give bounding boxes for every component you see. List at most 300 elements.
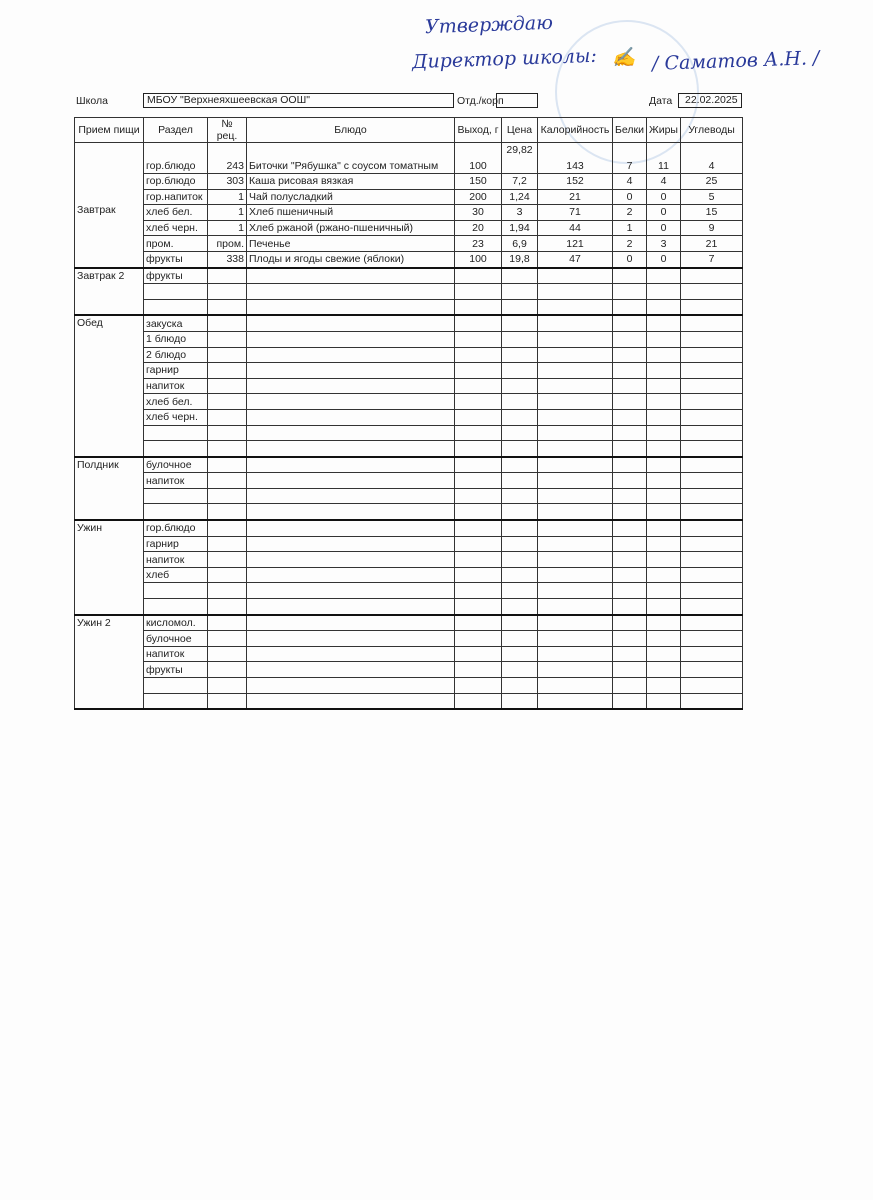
cell-dish <box>247 678 455 694</box>
cell-cal <box>538 268 613 284</box>
cell-c: 5 <box>681 189 743 205</box>
cell-out <box>455 441 502 457</box>
cell-cal <box>538 662 613 678</box>
cell-price <box>502 284 538 300</box>
cell-rec: 243 <box>208 143 247 174</box>
table-row <box>75 236 743 252</box>
cell-price: 7,2 <box>502 174 538 190</box>
cell-rec <box>208 394 247 410</box>
cell-rec <box>208 631 247 647</box>
cell-c <box>681 615 743 631</box>
cell-rec <box>208 567 247 583</box>
cell-section <box>144 504 208 520</box>
cell-p <box>613 599 647 615</box>
column-header: Калорийность <box>538 118 613 143</box>
cell-section: булочное <box>144 631 208 647</box>
cell-f: 0 <box>647 205 681 221</box>
meal-name: Полдник <box>75 457 144 520</box>
cell-cal <box>538 552 613 568</box>
table-row <box>75 520 743 536</box>
cell-c: 9 <box>681 220 743 236</box>
cell-f <box>647 331 681 347</box>
cell-price <box>502 315 538 331</box>
cell-price <box>502 425 538 441</box>
approver-name: / Саматов А.Н. / <box>651 47 820 75</box>
cell-out <box>455 693 502 709</box>
cell-p <box>613 693 647 709</box>
cell-rec <box>208 315 247 331</box>
cell-out <box>455 646 502 662</box>
cell-section: булочное <box>144 457 208 473</box>
cell-out <box>455 315 502 331</box>
table-row <box>75 599 743 615</box>
cell-f <box>647 363 681 379</box>
cell-p <box>613 409 647 425</box>
cell-rec: пром. <box>208 236 247 252</box>
cell-cal <box>538 457 613 473</box>
cell-dish: Печенье <box>247 236 455 252</box>
cell-dish <box>247 662 455 678</box>
cell-cal <box>538 615 613 631</box>
cell-cal <box>538 567 613 583</box>
cell-p <box>613 268 647 284</box>
cell-p <box>613 520 647 536</box>
cell-rec: 1 <box>208 189 247 205</box>
cell-section <box>144 678 208 694</box>
cell-f <box>647 457 681 473</box>
cell-c <box>681 504 743 520</box>
cell-section <box>144 583 208 599</box>
cell-out <box>455 599 502 615</box>
cell-rec <box>208 520 247 536</box>
cell-f <box>647 268 681 284</box>
cell-dish: Хлеб ржаной (ржано-пшеничный) <box>247 220 455 236</box>
cell-out <box>455 552 502 568</box>
table-row <box>75 331 743 347</box>
cell-out <box>455 520 502 536</box>
cell-f <box>647 646 681 662</box>
cell-rec: 1 <box>208 220 247 236</box>
cell-price <box>502 394 538 410</box>
table-row <box>75 631 743 647</box>
cell-p: 2 <box>613 205 647 221</box>
cell-p: 7 <box>613 143 647 174</box>
cell-price: 29,82 <box>502 143 538 174</box>
table-row <box>75 189 743 205</box>
cell-f <box>647 409 681 425</box>
cell-rec <box>208 646 247 662</box>
cell-f <box>647 394 681 410</box>
cell-dish: Чай полусладкий <box>247 189 455 205</box>
cell-rec <box>208 457 247 473</box>
cell-cal: 121 <box>538 236 613 252</box>
cell-dish <box>247 536 455 552</box>
cell-cal <box>538 347 613 363</box>
cell-price <box>502 615 538 631</box>
cell-cal <box>538 693 613 709</box>
cell-p <box>613 631 647 647</box>
cell-dish <box>247 693 455 709</box>
cell-rec <box>208 331 247 347</box>
cell-p <box>613 504 647 520</box>
cell-price <box>502 268 538 284</box>
cell-rec <box>208 409 247 425</box>
cell-rec <box>208 693 247 709</box>
cell-rec <box>208 347 247 363</box>
cell-f <box>647 284 681 300</box>
table-row <box>75 205 743 221</box>
cell-dish: Биточки "Рябушка" с соусом томатным <box>247 143 455 174</box>
cell-p <box>613 536 647 552</box>
cell-p <box>613 441 647 457</box>
cell-c: 15 <box>681 205 743 221</box>
cell-c <box>681 347 743 363</box>
cell-price <box>502 331 538 347</box>
cell-p <box>613 646 647 662</box>
dept-label: Отд./корп <box>457 95 504 107</box>
cell-section: гор.блюдо <box>144 520 208 536</box>
cell-dish <box>247 552 455 568</box>
cell-dish <box>247 457 455 473</box>
cell-cal: 71 <box>538 205 613 221</box>
cell-c <box>681 268 743 284</box>
cell-p <box>613 552 647 568</box>
school-field: МБОУ "Верхнеяхшеевская ООШ" <box>143 93 454 108</box>
cell-section: напиток <box>144 552 208 568</box>
cell-price <box>502 567 538 583</box>
cell-dish <box>247 488 455 504</box>
table-row <box>75 251 743 267</box>
school-label: Школа <box>76 95 108 107</box>
cell-f: 4 <box>647 174 681 190</box>
table-row <box>75 363 743 379</box>
cell-c <box>681 441 743 457</box>
cell-cal <box>538 409 613 425</box>
cell-price: 3 <box>502 205 538 221</box>
cell-out <box>455 473 502 489</box>
cell-dish <box>247 520 455 536</box>
column-header: № рец. <box>208 118 247 143</box>
table-row <box>75 268 743 284</box>
table-row <box>75 662 743 678</box>
cell-p <box>613 347 647 363</box>
cell-out <box>455 347 502 363</box>
cell-rec <box>208 583 247 599</box>
cell-price <box>502 457 538 473</box>
cell-out <box>455 488 502 504</box>
cell-section: 1 блюдо <box>144 331 208 347</box>
cell-p: 1 <box>613 220 647 236</box>
cell-cal <box>538 536 613 552</box>
cell-section: гор.блюдо <box>144 174 208 190</box>
column-header: Блюдо <box>247 118 455 143</box>
cell-out: 150 <box>455 174 502 190</box>
cell-p <box>613 284 647 300</box>
cell-out <box>455 678 502 694</box>
cell-rec <box>208 536 247 552</box>
column-header: Жиры <box>647 118 681 143</box>
cell-price <box>502 646 538 662</box>
cell-f <box>647 552 681 568</box>
cell-dish <box>247 504 455 520</box>
cell-p <box>613 315 647 331</box>
cell-f: 0 <box>647 251 681 267</box>
table-row <box>75 315 743 331</box>
cell-dish <box>247 646 455 662</box>
cell-out: 23 <box>455 236 502 252</box>
cell-price <box>502 441 538 457</box>
cell-dish <box>247 331 455 347</box>
cell-f <box>647 678 681 694</box>
cell-section: гарнир <box>144 536 208 552</box>
cell-section: закуска <box>144 315 208 331</box>
cell-c <box>681 409 743 425</box>
cell-p <box>613 473 647 489</box>
cell-rec <box>208 441 247 457</box>
cell-p <box>613 662 647 678</box>
cell-f: 0 <box>647 220 681 236</box>
column-header: Прием пищи <box>75 118 144 143</box>
cell-f <box>647 693 681 709</box>
table-row <box>75 488 743 504</box>
cell-section <box>144 488 208 504</box>
table-row <box>75 299 743 315</box>
cell-section: гор.блюдо <box>144 143 208 174</box>
cell-price <box>502 693 538 709</box>
cell-f <box>647 299 681 315</box>
cell-dish <box>247 378 455 394</box>
cell-p <box>613 457 647 473</box>
cell-cal <box>538 520 613 536</box>
cell-price <box>502 378 538 394</box>
table-row <box>75 473 743 489</box>
cell-section <box>144 425 208 441</box>
cell-price: 1,24 <box>502 189 538 205</box>
cell-dish <box>247 425 455 441</box>
cell-cal: 44 <box>538 220 613 236</box>
table-row <box>75 646 743 662</box>
cell-dish <box>247 363 455 379</box>
cell-p: 0 <box>613 189 647 205</box>
table-row <box>75 567 743 583</box>
table-row <box>75 678 743 694</box>
cell-p <box>613 425 647 441</box>
meal-name: Завтрак <box>75 143 144 268</box>
table-row <box>75 536 743 552</box>
signature: ✍ <box>611 46 637 70</box>
cell-price: 1,94 <box>502 220 538 236</box>
cell-out: 100 <box>455 251 502 267</box>
cell-out <box>455 268 502 284</box>
cell-rec <box>208 662 247 678</box>
cell-price <box>502 552 538 568</box>
cell-out <box>455 425 502 441</box>
cell-cal: 47 <box>538 251 613 267</box>
cell-cal <box>538 504 613 520</box>
cell-p <box>613 678 647 694</box>
cell-section: 2 блюдо <box>144 347 208 363</box>
cell-f <box>647 536 681 552</box>
cell-section: хлеб бел. <box>144 205 208 221</box>
cell-out: 20 <box>455 220 502 236</box>
cell-section: гарнир <box>144 363 208 379</box>
cell-rec <box>208 425 247 441</box>
cell-c <box>681 363 743 379</box>
cell-cal: 143 <box>538 143 613 174</box>
cell-section: хлеб бел. <box>144 394 208 410</box>
cell-dish: Каша рисовая вязкая <box>247 174 455 190</box>
cell-rec: 303 <box>208 174 247 190</box>
table-row <box>75 143 743 174</box>
cell-out <box>455 615 502 631</box>
cell-out: 30 <box>455 205 502 221</box>
cell-p <box>613 331 647 347</box>
cell-cal <box>538 284 613 300</box>
cell-f <box>647 599 681 615</box>
cell-price <box>502 599 538 615</box>
menu-table <box>74 117 743 710</box>
cell-out <box>455 567 502 583</box>
cell-c <box>681 693 743 709</box>
cell-price: 6,9 <box>502 236 538 252</box>
cell-f <box>647 662 681 678</box>
cell-p <box>613 378 647 394</box>
cell-cal <box>538 363 613 379</box>
cell-c <box>681 378 743 394</box>
cell-c <box>681 552 743 568</box>
cell-dish: Хлеб пшеничный <box>247 205 455 221</box>
cell-section: фрукты <box>144 251 208 267</box>
cell-section <box>144 284 208 300</box>
meal-name: Ужин <box>75 520 144 615</box>
cell-cal <box>538 299 613 315</box>
cell-price <box>502 409 538 425</box>
meal-name: Обед <box>75 315 144 456</box>
cell-section: напиток <box>144 378 208 394</box>
cell-cal: 152 <box>538 174 613 190</box>
cell-out <box>455 299 502 315</box>
cell-rec <box>208 473 247 489</box>
table-row <box>75 394 743 410</box>
cell-c <box>681 520 743 536</box>
cell-dish <box>247 394 455 410</box>
cell-cal <box>538 473 613 489</box>
cell-p <box>613 488 647 504</box>
cell-f <box>647 315 681 331</box>
cell-out <box>455 583 502 599</box>
table-row <box>75 583 743 599</box>
cell-cal <box>538 378 613 394</box>
cell-section <box>144 441 208 457</box>
table-row <box>75 409 743 425</box>
cell-dish <box>247 599 455 615</box>
cell-c <box>681 599 743 615</box>
cell-dish <box>247 284 455 300</box>
cell-cal <box>538 678 613 694</box>
cell-dish: Плоды и ягоды свежие (яблоки) <box>247 251 455 267</box>
cell-dish <box>247 268 455 284</box>
cell-section <box>144 693 208 709</box>
cell-out <box>455 394 502 410</box>
cell-f <box>647 425 681 441</box>
approval-line1: Утверждаю <box>424 11 554 39</box>
cell-rec <box>208 678 247 694</box>
table-row <box>75 504 743 520</box>
cell-price <box>502 662 538 678</box>
cell-rec <box>208 284 247 300</box>
cell-p <box>613 583 647 599</box>
cell-rec <box>208 268 247 284</box>
cell-price: 19,8 <box>502 251 538 267</box>
table-row <box>75 284 743 300</box>
cell-cal <box>538 331 613 347</box>
cell-rec <box>208 299 247 315</box>
cell-f: 3 <box>647 236 681 252</box>
cell-price <box>502 520 538 536</box>
cell-p: 2 <box>613 236 647 252</box>
cell-cal <box>538 488 613 504</box>
cell-dish <box>247 567 455 583</box>
cell-section <box>144 299 208 315</box>
cell-c <box>681 394 743 410</box>
cell-price <box>502 536 538 552</box>
cell-c <box>681 583 743 599</box>
cell-section: пром. <box>144 236 208 252</box>
column-header: Выход, г <box>455 118 502 143</box>
cell-f <box>647 441 681 457</box>
dept-field <box>496 93 538 108</box>
cell-c <box>681 488 743 504</box>
cell-out <box>455 331 502 347</box>
table-row <box>75 693 743 709</box>
cell-f <box>647 583 681 599</box>
cell-cal <box>538 583 613 599</box>
cell-rec <box>208 504 247 520</box>
cell-c <box>681 331 743 347</box>
table-row <box>75 378 743 394</box>
cell-f: 0 <box>647 189 681 205</box>
cell-c: 21 <box>681 236 743 252</box>
cell-dish <box>247 473 455 489</box>
cell-rec <box>208 378 247 394</box>
cell-section: напиток <box>144 473 208 489</box>
cell-dish <box>247 615 455 631</box>
cell-p <box>613 363 647 379</box>
table-row <box>75 425 743 441</box>
date-field: 22.02.2025 <box>678 93 742 108</box>
cell-cal <box>538 599 613 615</box>
cell-c <box>681 457 743 473</box>
cell-f <box>647 504 681 520</box>
cell-rec <box>208 488 247 504</box>
cell-out <box>455 363 502 379</box>
table-row <box>75 552 743 568</box>
cell-p <box>613 615 647 631</box>
cell-c <box>681 425 743 441</box>
cell-out <box>455 536 502 552</box>
cell-out <box>455 631 502 647</box>
cell-c: 4 <box>681 143 743 174</box>
column-header: Белки <box>613 118 647 143</box>
cell-dish <box>247 583 455 599</box>
cell-cal <box>538 315 613 331</box>
date-label: Дата <box>649 95 673 107</box>
column-header: Цена <box>502 118 538 143</box>
cell-dish <box>247 631 455 647</box>
cell-dish <box>247 299 455 315</box>
cell-out <box>455 284 502 300</box>
cell-c <box>681 315 743 331</box>
